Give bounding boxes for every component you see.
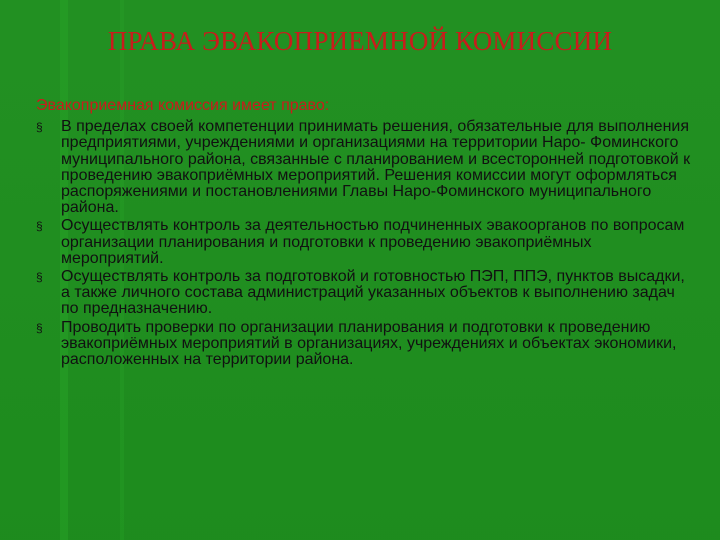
list-item-text: Осуществлять контроль за подготовкой и готовностью ПЭП, ППЭ, пунктов высадки, а также личного состава администраций указанных объектов к выполнению задач по предназначению. xyxy=(61,268,685,318)
list-item xyxy=(36,320,696,369)
list-item xyxy=(36,119,696,216)
list-item xyxy=(36,269,696,318)
slide-title: ПРАВА ЭВАКОПРИЕМНОЙ КОМИССИИ xyxy=(107,26,613,56)
bullet-icon: § xyxy=(36,120,43,135)
bullet-icon: § xyxy=(36,270,43,285)
list-item-text: Проводить проверки по организации планирования и подготовки к проведению эвакоприёмных мероприятий в организациях, учреждениях и объектах экономики, расположенных на территории района. xyxy=(61,318,677,369)
intro-text: Эвакоприемная комиссия имеет право: xyxy=(36,97,330,114)
bullet-icon: § xyxy=(36,219,43,234)
list-item-text: Осуществлять контроль за деятельностью подчиненных эвакоорганов по вопросам организации планирования и подготовки к проведению эвакоприёмных мероприятий. xyxy=(61,217,685,267)
bullet-icon: § xyxy=(36,320,43,335)
list-item-text: В пределах своей компетенции принимать решения, обязательные для выполнения предприятиями, учреждениями и организациями на территории Наро- Фоминского муниципального района, связанные с планированием и всесторонней подготовкой к проведению эвакоприёмных мероприятий. Решения комиссии могут оформляться распоряжениями и постановлениями Главы Наро-Фоминского муниципального района. xyxy=(61,118,691,217)
slide-content xyxy=(36,98,696,370)
rights-list xyxy=(36,119,696,368)
list-item xyxy=(36,218,696,267)
